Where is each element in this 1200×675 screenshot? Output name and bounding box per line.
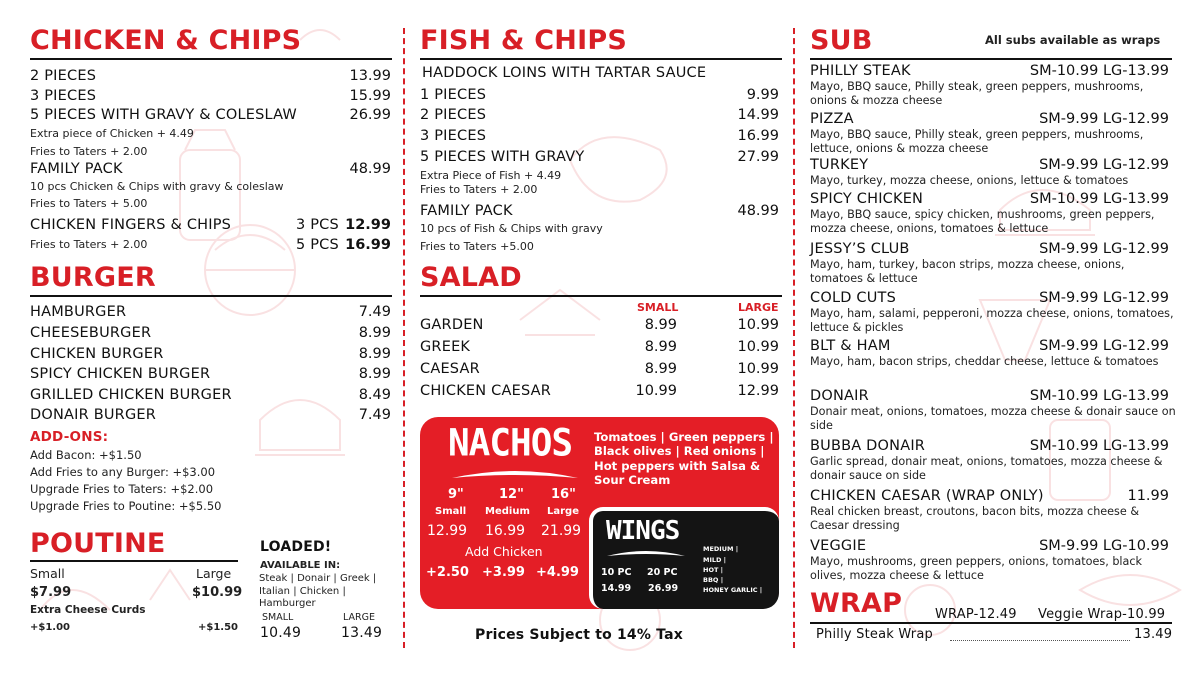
sub-item-desc: Mayo, BBQ sauce, Philly steak, green peppers, mushrooms, onions & mozza cheese bbox=[810, 80, 1144, 107]
wrap-rule bbox=[810, 622, 1172, 624]
salad-large-price: 10.99 bbox=[737, 361, 779, 377]
chicken-item-price: 26.99 bbox=[349, 107, 391, 123]
wrap-dot-leader bbox=[950, 640, 1130, 641]
fish-family-price: 48.99 bbox=[737, 203, 779, 219]
fish-item-name: 5 PIECES WITH GRAVY bbox=[420, 149, 585, 165]
nachos-size-label: Medium bbox=[485, 506, 530, 517]
sub-item-desc: Mayo, ham, turkey, bacon strips, mozza cheese, onions, tomatoes & lettuce bbox=[810, 258, 1125, 285]
chicken-item-name: 2 PIECES bbox=[30, 68, 97, 84]
sub-item-price: SM-9.99 LG-10.99 bbox=[1039, 538, 1169, 554]
sub-item-price: SM-9.99 LG-12.99 bbox=[1039, 338, 1169, 354]
burger-item-name: HAMBURGER bbox=[30, 304, 127, 320]
sub-item-price: SM-10.99 LG-13.99 bbox=[1029, 388, 1169, 404]
addon-item: Add Bacon: +$1.50 bbox=[30, 448, 142, 462]
burger-item-price: 8.49 bbox=[358, 387, 391, 403]
nachos-size-price: 16.99 bbox=[485, 523, 526, 539]
poutine-curds-small: +$1.00 bbox=[30, 622, 71, 633]
burger-item-price: 7.49 bbox=[358, 407, 391, 423]
sub-item-price: SM-9.99 LG-12.99 bbox=[1039, 157, 1169, 173]
sub-item-price: SM-9.99 LG-12.99 bbox=[1039, 290, 1169, 306]
nachos-size-inch: 16" bbox=[551, 487, 576, 502]
sub-item-price: SM-10.99 LG-13.99 bbox=[1029, 438, 1169, 454]
wings-flavor: MILD | bbox=[703, 556, 727, 564]
wings-flavor: MEDIUM | bbox=[703, 545, 739, 553]
wrap-price: WRAP-12.49 bbox=[935, 607, 1017, 622]
chicken-fingers-3pcs-price: 12.99 bbox=[345, 217, 391, 233]
poutine-curds-label: Extra Cheese Curds bbox=[30, 604, 146, 616]
sub-item-desc: Mayo, ham, bacon strips, cheddar cheese, lettuce & tomatoes bbox=[810, 355, 1159, 368]
burger-title: BURGER bbox=[30, 262, 156, 293]
burger-item-price: 8.99 bbox=[358, 366, 391, 382]
wings-10pc-label: 10 PC bbox=[601, 567, 632, 578]
fish-item-name: 2 PIECES bbox=[420, 107, 487, 123]
burger-item-name: CHEESEBURGER bbox=[30, 325, 152, 341]
chicken-family-price: 48.99 bbox=[349, 161, 391, 177]
sub-item-price: 11.99 bbox=[1127, 488, 1169, 504]
wings-flavor: BBQ | bbox=[703, 576, 724, 584]
poutine-small-price: $7.99 bbox=[30, 585, 72, 600]
salad-small-price: 8.99 bbox=[644, 339, 677, 355]
chicken-item-name: 5 PIECES WITH GRAVY & COLESLAW bbox=[30, 107, 297, 123]
loaded-small-price: 10.49 bbox=[260, 625, 302, 641]
sub-item-name: VEGGIE bbox=[810, 538, 867, 554]
fish-fries-note: Fries to Taters +5.00 bbox=[420, 240, 534, 253]
sub-item-desc: Real chicken breast, croutons, bacon bits, mozza cheese & Caesar dressing bbox=[810, 505, 1140, 532]
sub-item-name: BLT & HAM bbox=[810, 338, 891, 354]
fish-item-name: 1 PIECES bbox=[420, 87, 487, 103]
sub-item-price: SM-9.99 LG-12.99 bbox=[1039, 241, 1169, 257]
fish-extra-note: Extra Piece of Fish + 4.49 bbox=[420, 169, 562, 182]
loaded-available-text: Steak | Donair | Greek | Italian | Chicken | Hamburger bbox=[259, 573, 377, 609]
chicken-fingers-5pcs-price: 16.99 bbox=[345, 237, 391, 253]
column-divider-left bbox=[403, 28, 405, 648]
fish-subtitle: HADDOCK LOINS WITH TARTAR SAUCE bbox=[422, 65, 707, 81]
wings-title: WINGS bbox=[606, 516, 680, 546]
poutine-curds-large: +$1.50 bbox=[198, 622, 239, 633]
philly-wrap-name: Philly Steak Wrap bbox=[816, 627, 933, 642]
fish-item-price: 27.99 bbox=[737, 149, 779, 165]
fish-fries-note: Fries to Taters + 2.00 bbox=[420, 183, 538, 196]
chicken-fries-note: Fries to Taters + 2.00 bbox=[30, 238, 148, 251]
fish-item-price: 16.99 bbox=[737, 128, 779, 144]
addon-item: Add Fries to any Burger: +$3.00 bbox=[30, 465, 216, 479]
addon-item: Upgrade Fries to Taters: +$2.00 bbox=[30, 482, 214, 496]
chicken-fingers-name: CHICKEN FINGERS & CHIPS bbox=[30, 217, 232, 233]
salad-large-price: 12.99 bbox=[737, 383, 779, 399]
chicken-fingers-3pcs: 3 PCS bbox=[296, 217, 339, 233]
nachos-size-label: Small bbox=[435, 506, 467, 517]
nachos-chicken-price: +3.99 bbox=[482, 565, 525, 580]
wings-swoosh bbox=[606, 549, 686, 559]
salad-large-price: 10.99 bbox=[737, 339, 779, 355]
poutine-large-label: Large bbox=[196, 566, 232, 581]
chicken-item-name: 3 PIECES bbox=[30, 88, 97, 104]
burger-item-price: 8.99 bbox=[358, 346, 391, 362]
burger-item-name: GRILLED CHICKEN BURGER bbox=[30, 387, 232, 403]
chicken-family-name: FAMILY PACK bbox=[30, 161, 123, 177]
chicken-chips-rule bbox=[30, 58, 392, 60]
salad-large-label: LARGE bbox=[738, 301, 779, 314]
salad-item-name: CHICKEN CAESAR bbox=[420, 383, 552, 399]
nachos-add-chicken: Add Chicken bbox=[465, 544, 543, 559]
sub-item-name: CHICKEN CAESAR (WRAP ONLY) bbox=[810, 488, 1044, 504]
column-divider-right bbox=[793, 28, 795, 648]
salad-large-price: 10.99 bbox=[737, 317, 779, 333]
salad-item-name: CAESAR bbox=[420, 361, 480, 377]
nachos-chicken-price: +2.50 bbox=[426, 565, 469, 580]
veggie-wrap-price: Veggie Wrap-10.99 bbox=[1038, 607, 1166, 622]
sub-item-name: PHILLY STEAK bbox=[810, 63, 911, 79]
nachos-size-inch: 9" bbox=[448, 487, 464, 502]
fish-chips-rule bbox=[420, 58, 782, 60]
sub-item-desc: Donair meat, onions, tomatoes, mozza cheese & donair sauce on side bbox=[810, 405, 1176, 432]
nachos-size-inch: 12" bbox=[499, 487, 524, 502]
sub-item-name: BUBBA DONAIR bbox=[810, 438, 926, 454]
burger-item-price: 7.49 bbox=[358, 304, 391, 320]
loaded-large-label: LARGE bbox=[343, 612, 375, 623]
poutine-rule bbox=[30, 560, 238, 562]
fish-chips-title: FISH & CHIPS bbox=[420, 25, 627, 56]
salad-item-name: GREEK bbox=[420, 339, 471, 355]
nachos-toppings: Tomatoes | Green peppers | Black olives | Red onions | Hot peppers with Salsa & Sour Cream bbox=[594, 430, 774, 487]
loaded-small-label: SMALL bbox=[262, 612, 294, 623]
salad-item-name: GARDEN bbox=[420, 317, 484, 333]
chicken-item-price: 15.99 bbox=[349, 88, 391, 104]
sub-item-price: SM-10.99 LG-13.99 bbox=[1029, 63, 1169, 79]
sub-item-name: DONAIR bbox=[810, 388, 869, 404]
chicken-fries-note: Fries to Taters + 2.00 bbox=[30, 145, 148, 158]
poutine-large-price: $10.99 bbox=[192, 585, 243, 600]
sub-item-name: SPICY CHICKEN bbox=[810, 191, 924, 207]
fish-family-name: FAMILY PACK bbox=[420, 203, 513, 219]
nachos-size-label: Large bbox=[547, 506, 579, 517]
chicken-extra-note: Extra piece of Chicken + 4.49 bbox=[30, 127, 194, 140]
wings-20pc-price: 26.99 bbox=[648, 583, 679, 594]
fish-item-price: 9.99 bbox=[746, 87, 779, 103]
sub-item-price: SM-10.99 LG-13.99 bbox=[1029, 191, 1169, 207]
nachos-size-price: 21.99 bbox=[541, 523, 582, 539]
chicken-fingers-5pcs: 5 PCS bbox=[296, 237, 339, 253]
sub-item-desc: Mayo, BBQ sauce, spicy chicken, mushrooms, green peppers, mozza cheese, onions, tomatoes & lettuce bbox=[810, 208, 1155, 235]
sub-item-name: TURKEY bbox=[810, 157, 869, 173]
loaded-large-price: 13.49 bbox=[341, 625, 383, 641]
burger-item-name: DONAIR BURGER bbox=[30, 407, 157, 423]
sub-item-name: COLD CUTS bbox=[810, 290, 896, 306]
poutine-small-label: Small bbox=[30, 566, 65, 581]
salad-title: SALAD bbox=[420, 262, 522, 293]
wings-10pc-price: 14.99 bbox=[601, 583, 632, 594]
fish-item-name: 3 PIECES bbox=[420, 128, 487, 144]
chicken-family-desc: 10 pcs Chicken & Chips with gravy & coleslaw bbox=[30, 180, 284, 193]
wrap-title: WRAP bbox=[810, 588, 903, 619]
sub-title: SUB bbox=[810, 25, 873, 56]
chicken-item-price: 13.99 bbox=[349, 68, 391, 84]
sub-item-desc: Mayo, BBQ sauce, Philly steak, green peppers, mushrooms, lettuce, onions & mozza cheese bbox=[810, 128, 1144, 155]
nachos-size-price: 12.99 bbox=[427, 523, 468, 539]
burger-rule bbox=[30, 295, 392, 297]
salad-small-price: 8.99 bbox=[644, 317, 677, 333]
burger-item-price: 8.99 bbox=[358, 325, 391, 341]
burger-item-name: CHICKEN BURGER bbox=[30, 346, 164, 362]
burger-item-name: SPICY CHICKEN BURGER bbox=[30, 366, 211, 382]
nachos-swoosh bbox=[450, 468, 580, 482]
wings-flavor: HONEY GARLIC | bbox=[703, 586, 763, 594]
sub-item-name: JESSY’S CLUB bbox=[810, 241, 910, 257]
sub-item-desc: Mayo, turkey, mozza cheese, onions, lettuce & tomatoes bbox=[810, 174, 1129, 187]
addon-item: Upgrade Fries to Poutine: +$5.50 bbox=[30, 499, 222, 513]
wings-20pc-label: 20 PC bbox=[647, 567, 678, 578]
poutine-title: POUTINE bbox=[30, 528, 166, 559]
sub-item-desc: Mayo, ham, salami, pepperoni, mozza cheese, onions, tomatoes, lettuce & pickles bbox=[810, 307, 1174, 334]
sub-wrap-note: All subs available as wraps bbox=[985, 33, 1161, 47]
salad-rule bbox=[420, 295, 782, 297]
sub-item-price: SM-9.99 LG-12.99 bbox=[1039, 111, 1169, 127]
chicken-chips-title: CHICKEN & CHIPS bbox=[30, 25, 302, 56]
wings-flavor: HOT | bbox=[703, 566, 724, 574]
sub-rule bbox=[810, 58, 1172, 60]
salad-small-price: 8.99 bbox=[644, 361, 677, 377]
philly-wrap-price: 13.49 bbox=[1134, 627, 1173, 642]
fish-item-price: 14.99 bbox=[737, 107, 779, 123]
salad-small-price: 10.99 bbox=[635, 383, 677, 399]
tax-note: Prices Subject to 14% Tax bbox=[475, 627, 683, 643]
fish-family-desc: 10 pcs of Fish & Chips with gravy bbox=[420, 222, 603, 235]
addons-title: ADD-ONS: bbox=[30, 429, 109, 445]
chicken-fries-note: Fries to Taters + 5.00 bbox=[30, 197, 148, 210]
sub-item-name: PIZZA bbox=[810, 111, 854, 127]
salad-small-label: SMALL bbox=[637, 301, 679, 314]
sub-item-desc: Garlic spread, donair meat, onions, tomatoes, mozza cheese & donair sauce on side bbox=[810, 455, 1163, 482]
loaded-available-label: AVAILABLE IN: bbox=[260, 560, 341, 571]
sub-item-desc: Mayo, mushrooms, green peppers, onions, tomatoes, black olives, mozza cheese & lettuce bbox=[810, 555, 1143, 582]
nachos-chicken-price: +4.99 bbox=[536, 565, 579, 580]
nachos-title: NACHOS bbox=[448, 421, 573, 465]
loaded-title: LOADED! bbox=[260, 539, 332, 555]
